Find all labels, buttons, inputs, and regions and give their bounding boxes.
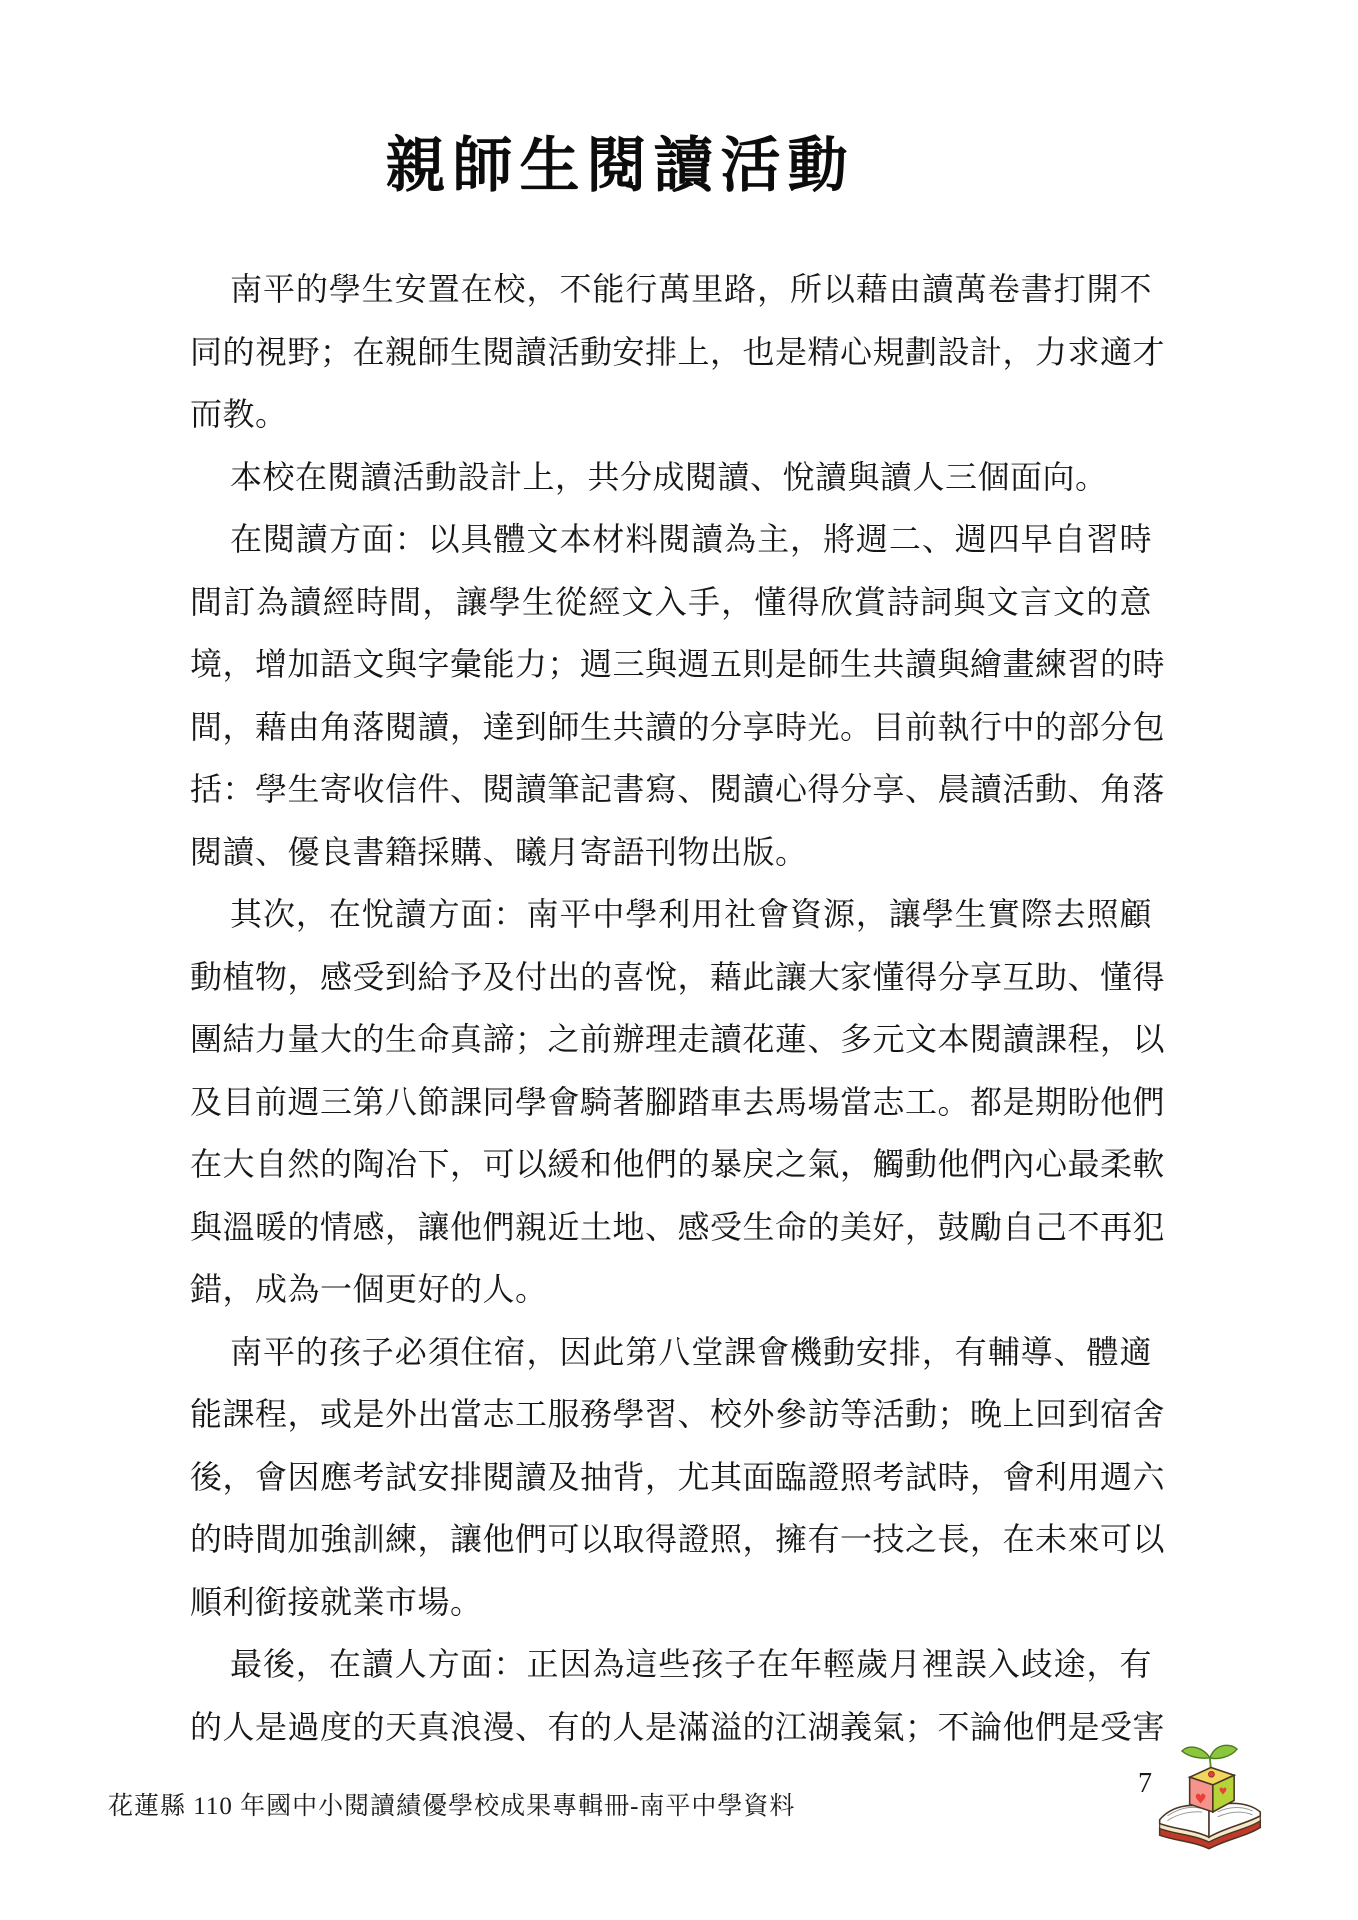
text-line: 同的視野；在親師生閱讀活動安排上，也是精心規劃設計，力求適才: [190, 333, 1166, 370]
text-line: 在閱讀方面：以具體文本材料閱讀為主，將週二、週四早自習時: [230, 521, 1152, 557]
text-line: 順利銜接就業市場。: [190, 1583, 483, 1620]
text-line: 的時間加強訓練，讓他們可以取得證照，擁有一技之長，在未來可以: [190, 1521, 1166, 1557]
svg-text:♥: ♥: [1218, 1786, 1228, 1798]
sprout-leaves-icon: [1182, 1745, 1237, 1770]
paragraph: [190, 1321, 1166, 1634]
book-apple-illustration: [1150, 1742, 1268, 1851]
text-line: 在大自然的陶冶下，可以緩和他們的暴戾之氣，觸動他們內心最柔軟: [190, 1146, 1166, 1182]
paragraph: [190, 883, 1166, 1321]
text-line: 本校在閱讀活動設計上，共分成閱讀、悅讀與讀人三個面向。: [230, 458, 1108, 495]
text-line: 括：學生寄收信件、閱讀筆記書寫、閱讀心得分享、晨讀活動、角落: [190, 771, 1166, 807]
text-line: 動植物，感受到給予及付出的喜悅，藉此讓大家懂得分享互助、懂得: [190, 958, 1166, 995]
text-line: 錯，成為一個更好的人。: [190, 1271, 548, 1307]
paragraph: [190, 258, 1166, 446]
text-line: 後，會因應考試安排閱讀及抽背，尤其面臨證照考試時，會利用週六: [190, 1458, 1166, 1495]
text-line: 能課程，或是外出當志工服務學習、校外參訪等活動；晚上回到宿舍: [190, 1396, 1166, 1432]
page-title: 親師生閱讀活動: [385, 131, 855, 201]
text-line: 間，藉由角落閱讀，達到師生共讀的分享時光。目前執行中的部分包: [190, 708, 1166, 745]
text-line: 團結力量大的生命真諦；之前辦理走讀花蓮、多元文本閱讀課程，以: [190, 1021, 1166, 1057]
paragraph: [190, 1633, 1166, 1758]
text-line: 與溫暖的情感，讓他們親近土地、感受生命的美好，鼓勵自己不再犯: [190, 1208, 1166, 1245]
text-line: 間訂為讀經時間，讓學生從經文入手，懂得欣賞詩詞與文言文的意: [190, 583, 1152, 620]
text-line: 境，增加語文與字彙能力；週三與週五則是師生共讀與繪畫練習的時: [190, 646, 1166, 682]
svg-text:♥: ♥: [1194, 1791, 1207, 1808]
text-line: 南平的學生安置在校，不能行萬里路，所以藉由讀萬卷書打開不: [230, 271, 1152, 307]
paragraph: [190, 508, 1166, 883]
text-line: 閱讀、優良書籍採購、曦月寄語刊物出版。: [190, 833, 808, 870]
text-line: 最後，在讀人方面：正因為這些孩子在年輕歲月裡誤入歧途，有: [230, 1646, 1152, 1682]
text-line: 南平的孩子必須住宿，因此第八堂課會機動安排，有輔導、體適: [230, 1333, 1152, 1370]
text-line: 其次，在悅讀方面：南平中學利用社會資源，讓學生實際去照顧: [230, 896, 1152, 932]
page-number: 7: [1138, 1768, 1152, 1799]
text-line: 的人是過度的天真浪漫、有的人是滿溢的江湖義氣；不論他們是受害: [190, 1708, 1166, 1745]
text-line: 及目前週三第八節課同學會騎著腳踏車去馬場當志工。都是期盼他們: [190, 1083, 1166, 1120]
text-line: 而教。: [190, 396, 288, 432]
footer-text: 花蓮縣 110 年國中小閱讀績優學校成果專輯冊-南平中學資料: [108, 1793, 796, 1820]
document-body: [190, 258, 1166, 1758]
paragraph: [190, 446, 1152, 509]
